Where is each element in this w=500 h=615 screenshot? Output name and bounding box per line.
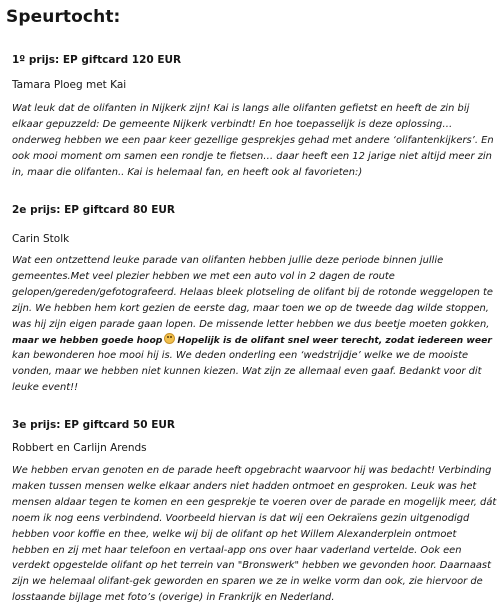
prize-1-line: Wat leuk dat de olifanten in Nijkerk zijn! Kai is langs alle olifanten gefietst en heeft de zin bij — [12, 103, 470, 114]
prize-2-line: vonden, maar we hebben niet kunnen kiezen. Wat zijn ze allemaal even gaaf. Bedankt voor dit — [12, 366, 482, 378]
prize-3-line: verdekt opgestelde olifant op het terrein van "Bronswerk" hebben we gevonden hoor. Daarnaast — [12, 560, 491, 572]
prize-2-line: zijn. We hebben hem kort gezien de eerste dag, maar toen we op de tweede dag wilde stoppen, — [12, 302, 489, 314]
prize-1-line: ook mooi moment om samen een rondje te fietsen… daar heeft een 12 jarige niet altijd meer zin — [12, 150, 492, 162]
prize-2-line: Wat een ontzettend leuke parade van olifanten hebben jullie deze periode binnen jullie — [12, 255, 444, 266]
prize-1-story — [12, 101, 496, 181]
prize-2-line: leuke event!! — [12, 382, 79, 394]
prize-2-heading: 2e prijs: EP giftcard 80 EUR — [12, 204, 176, 216]
prize-1-line: elkaar gepuzzeld: De gemeente Nijkerk verbindt! En hoe toepasselijk is deze oplossing… — [12, 118, 453, 130]
prize-3-line: maken tussen mensen welke elkaar anders niet hadden ontmoet en gesproken. Leuk was het — [12, 480, 477, 492]
prize-2-winner: Carin Stolk — [12, 233, 70, 245]
prize-2-line: kan bewonderen hoe mooi hij is. We deden onderling een ‘wedstrijdje’ welke we de mooiste — [12, 350, 469, 362]
prize-1-heading: 1º prijs: EP giftcard 120 EUR — [12, 54, 182, 66]
prize-3-story — [12, 463, 496, 606]
prize-2-highlight-line — [12, 333, 496, 349]
prize-3-winner: Robbert en Carlijn Arends — [12, 442, 147, 454]
prize-2-line: gemeentes.Met veel plezier hebben we met een auto vol in 2 dagen de route — [12, 270, 395, 282]
prize-3-line: zijn we helemaal olifant-gek geworden en sparen we ze in welke vorm dan ook, zie hiervoor de — [12, 576, 483, 588]
prize-2-highlight-end: Hopelijk is de olifant snel weer terecht, zodat iedereen weer — [177, 334, 492, 346]
prize-3-line: hebben en zij met haar telefoon en vertaal-app ons over haar vaderland vertelde. Ook een — [12, 544, 462, 556]
prize-2-line: gelopen/gereden/gefotografeerd. Helaas bleek plotseling de olifant bij de rotonde weggelopen te — [12, 286, 493, 298]
prize-1-winner: Tamara Ploeg met Kai — [12, 79, 127, 91]
page-title: Speurtocht: — [6, 7, 121, 27]
prize-1-line: onderweg hebben we een paar keer gezellige gesprekjes gehad met andere ‘olifantenkijkers’. En — [12, 134, 494, 146]
prize-1-line: in, maar die olifanten.. Kai is helemaal fan, en heeft ook al favorieten:) — [12, 166, 363, 178]
prize-3-line: hebben voor koffie en thee, welke wij bij de olifant op het Willem Alexanderplein ontmoet — [12, 528, 457, 540]
prize-2-story — [12, 253, 496, 396]
prize-3-heading: 3e prijs: EP giftcard 50 EUR — [12, 419, 176, 431]
prize-3-line: We hebben ervan genoten en de parade heeft opgebracht waarvoor hij was bedacht! Verbinding — [12, 465, 492, 476]
prize-2-highlight-start: maar we hebben goede hoop — [12, 334, 163, 346]
smiley-emoji-icon — [164, 333, 175, 344]
prize-3-line: losstaande bijlage met foto’s (overige) in Frankrijk en Nederland. — [12, 592, 335, 604]
prize-3-line: noem ik nog eens verbindend. Voorbeeld hiervan is dat wij een Oekraïens gezin uitgenodigd — [12, 512, 470, 524]
prize-2-line: was hij zijn eigen parade gaan lopen. De missende letter hebben we dus beetje moeten gokken, — [12, 318, 490, 330]
prize-3-line: mensen aldaar tegen te komen en een gesprekje te voeren over de parade en mogelijk meer, dát — [12, 496, 497, 508]
